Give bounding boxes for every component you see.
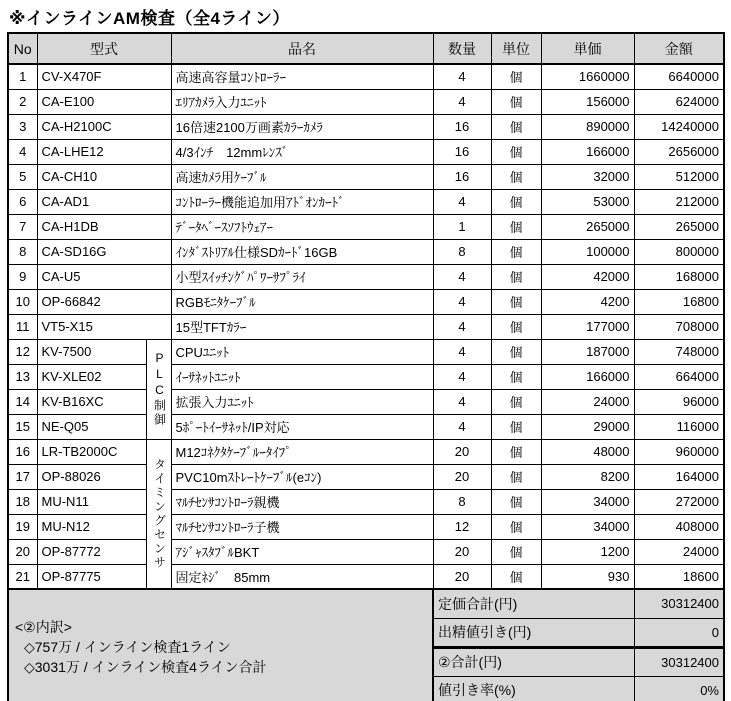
- cell-qty: 20: [433, 539, 491, 564]
- cell-unit-price: 177000: [541, 314, 634, 339]
- cell-unit: 個: [491, 289, 541, 314]
- cell-model: CA-U5: [37, 264, 171, 289]
- cell-qty: 20: [433, 464, 491, 489]
- cell-unit: 個: [491, 389, 541, 414]
- cell-name: 高速高容量ｺﾝﾄﾛｰﾗｰ: [171, 64, 433, 89]
- cell-qty: 16: [433, 139, 491, 164]
- cell-name: 15型TFTｶﾗｰ: [171, 314, 433, 339]
- cell-model: LR-TB2000C: [37, 439, 146, 464]
- cell-amount: 800000: [634, 239, 724, 264]
- cell-model: CV-X470F: [37, 64, 171, 89]
- cell-no: 21: [8, 564, 37, 589]
- cell-unit-price: 890000: [541, 114, 634, 139]
- table-row: [8, 289, 724, 314]
- table-row: [8, 64, 724, 89]
- cell-amount: 168000: [634, 264, 724, 289]
- col-header-name: 品名: [171, 33, 433, 64]
- cell-qty: 4: [433, 264, 491, 289]
- total-label-discount: 出精値引き(円): [433, 618, 634, 647]
- cell-unit: 個: [491, 114, 541, 139]
- cell-qty: 1: [433, 214, 491, 239]
- table-row: [8, 164, 724, 189]
- total-value-discount: 0: [634, 618, 724, 647]
- cell-model: CA-H1DB: [37, 214, 171, 239]
- cell-no: 8: [8, 239, 37, 264]
- cell-amount: 96000: [634, 389, 724, 414]
- cell-unit: 個: [491, 89, 541, 114]
- table-row: [8, 189, 724, 214]
- cell-unit: 個: [491, 239, 541, 264]
- note-line: ◇757万 / インライン検査1ライン: [24, 638, 231, 655]
- cell-model: CA-AD1: [37, 189, 171, 214]
- cell-qty: 4: [433, 339, 491, 364]
- total-value-list-price: 30312400: [634, 589, 724, 618]
- cell-unit: 個: [491, 439, 541, 464]
- cell-model: CA-E100: [37, 89, 171, 114]
- table-row: [8, 364, 724, 389]
- total-label-list-price: 定価合計(円): [433, 589, 634, 618]
- table-row: [8, 389, 724, 414]
- cell-name: ｴﾘｱｶﾒﾗ入力ﾕﾆｯﾄ: [171, 89, 433, 114]
- cell-amount: 512000: [634, 164, 724, 189]
- cell-qty: 4: [433, 414, 491, 439]
- cell-unit-price: 100000: [541, 239, 634, 264]
- cell-unit: 個: [491, 414, 541, 439]
- cell-name: ｲﾝﾀﾞｽﾄﾘｱﾙ仕様SDｶｰﾄﾞ16GB: [171, 239, 433, 264]
- cell-model: CA-CH10: [37, 164, 171, 189]
- cell-amount: 212000: [634, 189, 724, 214]
- cell-no: 11: [8, 314, 37, 339]
- cell-qty: 4: [433, 289, 491, 314]
- cell-unit-price: 8200: [541, 464, 634, 489]
- cell-unit-price: 930: [541, 564, 634, 589]
- cell-no: 7: [8, 214, 37, 239]
- cell-amount: 408000: [634, 514, 724, 539]
- cell-amount: 664000: [634, 364, 724, 389]
- table-row: [8, 564, 724, 589]
- total-value-discount-rate: 0%: [634, 676, 724, 701]
- cell-qty: 12: [433, 514, 491, 539]
- cell-no: 4: [8, 139, 37, 164]
- cell-name: ｺﾝﾄﾛｰﾗｰ機能追加用ｱﾄﾞｵﾝｶｰﾄﾞ: [171, 189, 433, 214]
- cell-qty: 8: [433, 489, 491, 514]
- col-header-qty: 数量: [433, 33, 491, 64]
- cell-no: 9: [8, 264, 37, 289]
- cell-model: OP-87775: [37, 564, 146, 589]
- group-label-plc-control: [146, 339, 171, 439]
- cell-name: ﾃﾞｰﾀﾍﾞｰｽｿﾌﾄｳｪｱｰ: [171, 214, 433, 239]
- table-row: [8, 314, 724, 339]
- cell-model: KV-B16XC: [37, 389, 146, 414]
- table-row: [8, 514, 724, 539]
- cell-name: 高速ｶﾒﾗ用ｹｰﾌﾞﾙ: [171, 164, 433, 189]
- cell-unit: 個: [491, 464, 541, 489]
- cell-name: ﾏﾙﾁｾﾝｻｺﾝﾄﾛｰﾗ子機: [171, 514, 433, 539]
- cell-qty: 4: [433, 64, 491, 89]
- cell-amount: 164000: [634, 464, 724, 489]
- table-row: [8, 139, 724, 164]
- cell-name: 拡張入力ﾕﾆｯﾄ: [171, 389, 433, 414]
- cell-unit-price: 42000: [541, 264, 634, 289]
- cell-amount: 14240000: [634, 114, 724, 139]
- cell-unit-price: 166000: [541, 139, 634, 164]
- cell-unit-price: 48000: [541, 439, 634, 464]
- cell-qty: 4: [433, 364, 491, 389]
- cell-name: 固定ﾈｼﾞ 85mm: [171, 564, 433, 589]
- cell-unit-price: 1660000: [541, 64, 634, 89]
- cell-model: OP-66842: [37, 289, 171, 314]
- cell-model: MU-N11: [37, 489, 146, 514]
- table-row: [8, 239, 724, 264]
- cell-model: CA-SD16G: [37, 239, 171, 264]
- cell-qty: 20: [433, 439, 491, 464]
- cell-no: 6: [8, 189, 37, 214]
- page-title: ※インラインAM検査（全4ライン）: [9, 9, 290, 28]
- table-row: [8, 214, 724, 239]
- cell-name: 4/3ｲﾝﾁ 12mmﾚﾝｽﾞ: [171, 139, 433, 164]
- cell-name: 16倍速2100万画素ｶﾗｰｶﾒﾗ: [171, 114, 433, 139]
- cell-name: PVC10mｽﾄﾚｰﾄｹｰﾌﾞﾙ(eｺﾝ): [171, 464, 433, 489]
- cell-amount: 272000: [634, 489, 724, 514]
- header-row: [8, 33, 724, 64]
- cell-model: CA-H2100C: [37, 114, 171, 139]
- summary-row: [8, 589, 724, 618]
- group-label-timing-text: タイミングセンサ: [152, 457, 167, 570]
- cell-model: MU-N12: [37, 514, 146, 539]
- cell-unit: 個: [491, 189, 541, 214]
- cell-no: 15: [8, 414, 37, 439]
- quote-table: [7, 32, 725, 701]
- cell-unit-price: 166000: [541, 364, 634, 389]
- table-row: [8, 89, 724, 114]
- cell-no: 17: [8, 464, 37, 489]
- cell-unit-price: 32000: [541, 164, 634, 189]
- table-row: [8, 114, 724, 139]
- cell-unit: 個: [491, 139, 541, 164]
- cell-unit: 個: [491, 314, 541, 339]
- cell-no: 3: [8, 114, 37, 139]
- cell-unit-price: 29000: [541, 414, 634, 439]
- cell-unit-price: 34000: [541, 489, 634, 514]
- cell-amount: 265000: [634, 214, 724, 239]
- cell-unit-price: 1200: [541, 539, 634, 564]
- cell-qty: 4: [433, 314, 491, 339]
- cell-unit: 個: [491, 64, 541, 89]
- cell-unit-price: 187000: [541, 339, 634, 364]
- cell-qty: 16: [433, 164, 491, 189]
- cell-unit: 個: [491, 339, 541, 364]
- col-header-unit-price: 単価: [541, 33, 634, 64]
- cell-unit: 個: [491, 214, 541, 239]
- cell-qty: 4: [433, 189, 491, 214]
- cell-amount: 708000: [634, 314, 724, 339]
- cell-unit-price: 265000: [541, 214, 634, 239]
- table-row: [8, 489, 724, 514]
- cell-model: KV-XLE02: [37, 364, 146, 389]
- cell-qty: 8: [433, 239, 491, 264]
- cell-unit: 個: [491, 564, 541, 589]
- cell-amount: 2656000: [634, 139, 724, 164]
- total-value-grand-total: 30312400: [634, 647, 724, 676]
- cell-name: 小型ｽｲｯﾁﾝｸﾞﾊﾟﾜｰｻﾌﾟﾗｲ: [171, 264, 433, 289]
- cell-unit-price: 34000: [541, 514, 634, 539]
- cell-no: 14: [8, 389, 37, 414]
- cell-amount: 748000: [634, 339, 724, 364]
- cell-model: OP-88026: [37, 464, 146, 489]
- cell-no: 19: [8, 514, 37, 539]
- cell-no: 12: [8, 339, 37, 364]
- cell-no: 18: [8, 489, 37, 514]
- cell-name: RGBﾓﾆﾀｹｰﾌﾞﾙ: [171, 289, 433, 314]
- breakdown-note: [8, 589, 433, 701]
- cell-no: 13: [8, 364, 37, 389]
- cell-unit: 個: [491, 489, 541, 514]
- cell-no: 1: [8, 64, 37, 89]
- total-label-grand-total: ②合計(円): [433, 647, 634, 676]
- cell-amount: 6640000: [634, 64, 724, 89]
- note-line: ◇3031万 / インライン検査4ライン合計: [24, 659, 267, 676]
- cell-no: 10: [8, 289, 37, 314]
- cell-model: VT5-X15: [37, 314, 171, 339]
- cell-model: OP-87772: [37, 539, 146, 564]
- cell-qty: 16: [433, 114, 491, 139]
- col-header-amount: 金額: [634, 33, 724, 64]
- cell-amount: 960000: [634, 439, 724, 464]
- cell-no: 16: [8, 439, 37, 464]
- cell-unit-price: 156000: [541, 89, 634, 114]
- cell-amount: 116000: [634, 414, 724, 439]
- cell-amount: 24000: [634, 539, 724, 564]
- cell-no: 5: [8, 164, 37, 189]
- cell-name: ｲｰｻﾈｯﾄﾕﾆｯﾄ: [171, 364, 433, 389]
- cell-model: NE-Q05: [37, 414, 146, 439]
- col-header-no: No: [8, 33, 37, 64]
- cell-name: ﾏﾙﾁｾﾝｻｺﾝﾄﾛｰﾗ親機: [171, 489, 433, 514]
- table-row: [8, 539, 724, 564]
- cell-model: KV-7500: [37, 339, 146, 364]
- cell-name: 5ﾎﾟｰﾄｲｰｻﾈｯﾄ/IP対応: [171, 414, 433, 439]
- cell-no: 20: [8, 539, 37, 564]
- group-label-plc-text: PLC制御: [152, 351, 167, 427]
- table-row: [8, 264, 724, 289]
- cell-amount: 624000: [634, 89, 724, 114]
- cell-amount: 18600: [634, 564, 724, 589]
- cell-unit-price: 24000: [541, 389, 634, 414]
- table-row: [8, 414, 724, 439]
- cell-unit-price: 4200: [541, 289, 634, 314]
- cell-amount: 16800: [634, 289, 724, 314]
- cell-unit: 個: [491, 164, 541, 189]
- cell-name: CPUﾕﾆｯﾄ: [171, 339, 433, 364]
- cell-model: CA-LHE12: [37, 139, 171, 164]
- table-row: [8, 464, 724, 489]
- cell-unit: 個: [491, 264, 541, 289]
- cell-qty: 4: [433, 389, 491, 414]
- table-row: [8, 439, 724, 464]
- cell-unit: 個: [491, 364, 541, 389]
- cell-no: 2: [8, 89, 37, 114]
- cell-unit: 個: [491, 514, 541, 539]
- col-header-unit: 単位: [491, 33, 541, 64]
- total-label-discount-rate: 値引き率(%): [433, 676, 634, 701]
- group-label-timing-sensor: [146, 439, 171, 589]
- cell-unit: 個: [491, 539, 541, 564]
- cell-name: ｱｼﾞｬｽﾀﾌﾞﾙBKT: [171, 539, 433, 564]
- col-header-model: 型式: [37, 33, 171, 64]
- note-heading: <②内訳>: [15, 618, 72, 635]
- cell-name: M12ｺﾈｸﾀｹｰﾌﾞﾙｰﾀｲﾌﾟ: [171, 439, 433, 464]
- cell-unit-price: 53000: [541, 189, 634, 214]
- cell-qty: 20: [433, 564, 491, 589]
- cell-qty: 4: [433, 89, 491, 114]
- table-row: [8, 339, 724, 364]
